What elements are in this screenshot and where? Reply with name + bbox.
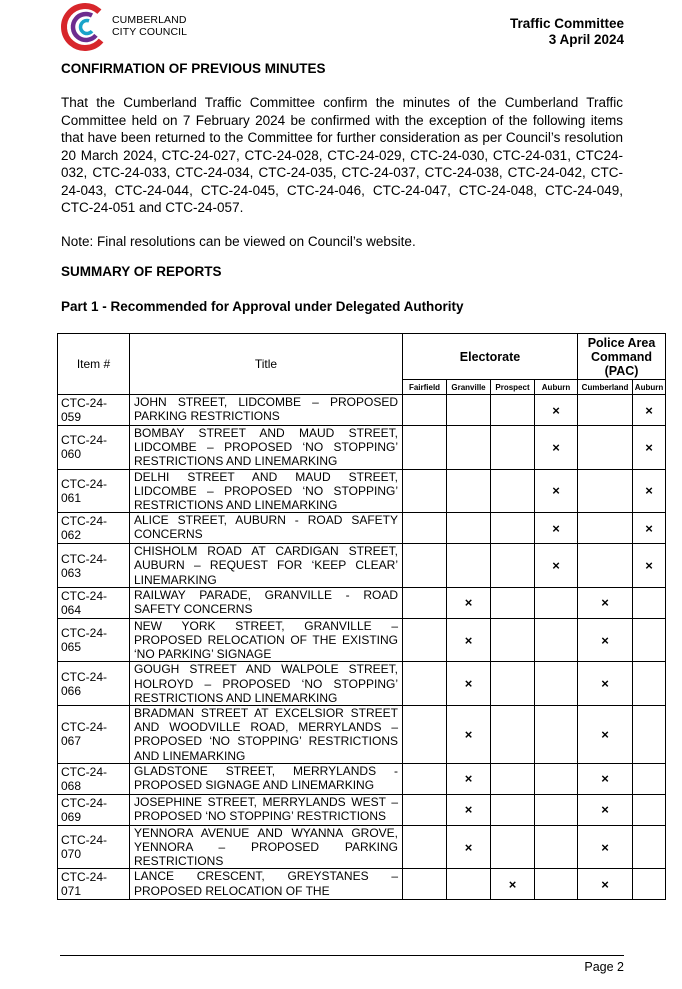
empty-cell bbox=[535, 763, 578, 794]
applicable-mark: × bbox=[447, 706, 491, 764]
empty-cell bbox=[491, 706, 535, 764]
item-title: GLADSTONE STREET, MERRYLANDS - PROPOSED SIGNAGE AND LINEMARKING bbox=[130, 763, 403, 794]
col-cumberland-pac: Cumberland bbox=[578, 380, 633, 395]
col-item-header: Item # bbox=[58, 334, 130, 395]
item-number: CTC-24-069 bbox=[58, 794, 130, 825]
item-number: CTC-24-064 bbox=[58, 587, 130, 618]
applicable-mark: × bbox=[535, 544, 578, 588]
reports-table bbox=[57, 333, 666, 900]
applicable-mark: × bbox=[633, 395, 666, 426]
summary-heading: SUMMARY OF REPORTS bbox=[61, 264, 222, 279]
item-title: ALICE STREET, AUBURN - ROAD SAFETY CONCERNS bbox=[130, 513, 403, 544]
table-row bbox=[58, 869, 666, 900]
applicable-mark: × bbox=[578, 794, 633, 825]
applicable-mark: × bbox=[447, 662, 491, 706]
item-title: RAILWAY PARADE, GRANVILLE - ROAD SAFETY CONCERNS bbox=[130, 587, 403, 618]
empty-cell bbox=[578, 544, 633, 588]
item-title: NEW YORK STREET, GRANVILLE – PROPOSED RELOCATION OF THE EXISTING ‘NO PARKING’ SIGNAGE bbox=[130, 618, 403, 662]
empty-cell bbox=[403, 763, 447, 794]
applicable-mark: × bbox=[578, 587, 633, 618]
confirmation-paragraph: That the Cumberland Traffic Committee confirm the minutes of the Cumberland Traffic Committee held on 7 February 2024 be confirmed with the exception of the following items that have been returned to the Committee for further consideration as per Council’s resolution 20 March 2024, CTC-24-027, CTC-24-028, CTC-24-029, CTC-24-030, CTC-24-031, CTC24-032, CTC-24-033, CTC-24-034, CTC-24-035, CTC-24-037, CTC-24-038, CTC-24-042, CTC-24-043, CTC-24-044, CTC-24-045, CTC-24-046, CTC-24-047, CTC-24-048, CTC-24-049, CTC-24-051 and CTC-24-057. bbox=[61, 95, 623, 215]
empty-cell bbox=[491, 426, 535, 470]
applicable-mark: × bbox=[535, 395, 578, 426]
empty-cell bbox=[633, 587, 666, 618]
item-number: CTC-24-071 bbox=[58, 869, 130, 900]
table-row bbox=[58, 426, 666, 470]
applicable-mark: × bbox=[578, 706, 633, 764]
item-number: CTC-24-070 bbox=[58, 825, 130, 869]
table-row bbox=[58, 763, 666, 794]
footer-divider bbox=[60, 955, 624, 956]
council-logo-icon bbox=[60, 2, 110, 52]
applicable-mark: × bbox=[578, 825, 633, 869]
item-number: CTC-24-063 bbox=[58, 544, 130, 588]
item-title: YENNORA AVENUE AND WYANNA GROVE, YENNORA – PROPOSED PARKING RESTRICTIONS bbox=[130, 825, 403, 869]
empty-cell bbox=[491, 395, 535, 426]
table-row bbox=[58, 706, 666, 764]
logo-text bbox=[112, 14, 187, 38]
empty-cell bbox=[491, 662, 535, 706]
empty-cell bbox=[447, 544, 491, 588]
item-title: GOUGH STREET AND WALPOLE STREET, HOLROYD – PROPOSED ‘NO STOPPING’ RESTRICTIONS AND LINEMARKING bbox=[130, 662, 403, 706]
empty-cell bbox=[633, 618, 666, 662]
item-title: LANCE CRESCENT, GREYSTANES – PROPOSED RELOCATION OF THE bbox=[130, 869, 403, 900]
empty-cell bbox=[633, 869, 666, 900]
applicable-mark: × bbox=[633, 469, 666, 513]
empty-cell bbox=[578, 513, 633, 544]
page-number: Page 2 bbox=[584, 960, 624, 974]
item-number: CTC-24-059 bbox=[58, 395, 130, 426]
applicable-mark: × bbox=[535, 513, 578, 544]
empty-cell bbox=[491, 587, 535, 618]
empty-cell bbox=[535, 794, 578, 825]
council-logo bbox=[60, 2, 220, 52]
table-row bbox=[58, 469, 666, 513]
part1-heading: Part 1 - Recommended for Approval under Delegated Authority bbox=[61, 299, 464, 314]
empty-cell bbox=[403, 587, 447, 618]
empty-cell bbox=[535, 662, 578, 706]
item-title: JOHN STREET, LIDCOMBE – PROPOSED PARKING RESTRICTIONS bbox=[130, 395, 403, 426]
applicable-mark: × bbox=[578, 869, 633, 900]
applicable-mark: × bbox=[578, 763, 633, 794]
table-body bbox=[58, 395, 666, 900]
empty-cell bbox=[447, 869, 491, 900]
table-row bbox=[58, 662, 666, 706]
empty-cell bbox=[403, 662, 447, 706]
committee-name: Traffic Committee bbox=[509, 16, 624, 31]
item-number: CTC-24-068 bbox=[58, 763, 130, 794]
item-number: CTC-24-067 bbox=[58, 706, 130, 764]
applicable-mark: × bbox=[491, 869, 535, 900]
table-row bbox=[58, 395, 666, 426]
col-title-header: Title bbox=[130, 334, 403, 395]
empty-cell bbox=[403, 513, 447, 544]
table-row bbox=[58, 825, 666, 869]
empty-cell bbox=[491, 825, 535, 869]
applicable-mark: × bbox=[447, 587, 491, 618]
item-title: CHISHOLM ROAD AT CARDIGAN STREET, AUBURN – REQUEST FOR ‘KEEP CLEAR’ LINEMARKING bbox=[130, 544, 403, 588]
header-meta bbox=[510, 16, 624, 48]
empty-cell bbox=[447, 426, 491, 470]
applicable-mark: × bbox=[633, 426, 666, 470]
table-header-row bbox=[58, 334, 666, 380]
item-number: CTC-24-062 bbox=[58, 513, 130, 544]
empty-cell bbox=[491, 513, 535, 544]
col-auburn-electorate: Auburn bbox=[535, 380, 578, 395]
item-title: JOSEPHINE STREET, MERRYLANDS WEST – PROPOSED ‘NO STOPPING’ RESTRICTIONS bbox=[130, 794, 403, 825]
table-row bbox=[58, 587, 666, 618]
applicable-mark: × bbox=[578, 618, 633, 662]
col-fairfield: Fairfield bbox=[403, 380, 447, 395]
empty-cell bbox=[535, 869, 578, 900]
empty-cell bbox=[633, 706, 666, 764]
table-row bbox=[58, 513, 666, 544]
empty-cell bbox=[403, 794, 447, 825]
empty-cell bbox=[633, 794, 666, 825]
note-paragraph: Note: Final resolutions can be viewed on Council’s website. bbox=[61, 233, 416, 249]
empty-cell bbox=[633, 825, 666, 869]
empty-cell bbox=[535, 706, 578, 764]
empty-cell bbox=[403, 706, 447, 764]
table-row bbox=[58, 794, 666, 825]
applicable-mark: × bbox=[535, 469, 578, 513]
col-prospect: Prospect bbox=[491, 380, 535, 395]
empty-cell bbox=[578, 395, 633, 426]
table-row bbox=[58, 618, 666, 662]
empty-cell bbox=[403, 618, 447, 662]
logo-line2: CITY COUNCIL bbox=[112, 26, 188, 38]
item-title: DELHI STREET AND MAUD STREET, LIDCOMBE – PROPOSED ‘NO STOPPING’ RESTRICTIONS AND LINEMARKING bbox=[130, 469, 403, 513]
empty-cell bbox=[633, 763, 666, 794]
empty-cell bbox=[578, 426, 633, 470]
empty-cell bbox=[447, 513, 491, 544]
empty-cell bbox=[403, 426, 447, 470]
empty-cell bbox=[403, 395, 447, 426]
empty-cell bbox=[491, 794, 535, 825]
item-number: CTC-24-061 bbox=[58, 469, 130, 513]
col-granville: Granville bbox=[447, 380, 491, 395]
empty-cell bbox=[578, 469, 633, 513]
document-body bbox=[61, 60, 623, 316]
item-title: BOMBAY STREET AND MAUD STREET, LIDCOMBE – PROPOSED ‘NO STOPPING’ RESTRICTIONS AND LINEMARKING bbox=[130, 426, 403, 470]
empty-cell bbox=[403, 469, 447, 513]
empty-cell bbox=[633, 662, 666, 706]
applicable-mark: × bbox=[447, 794, 491, 825]
item-number: CTC-24-066 bbox=[58, 662, 130, 706]
empty-cell bbox=[403, 869, 447, 900]
empty-cell bbox=[447, 395, 491, 426]
applicable-mark: × bbox=[633, 513, 666, 544]
empty-cell bbox=[403, 825, 447, 869]
empty-cell bbox=[535, 587, 578, 618]
item-number: CTC-24-060 bbox=[58, 426, 130, 470]
confirmation-heading: CONFIRMATION OF PREVIOUS MINUTES bbox=[61, 61, 326, 76]
empty-cell bbox=[447, 469, 491, 513]
applicable-mark: × bbox=[447, 825, 491, 869]
empty-cell bbox=[535, 618, 578, 662]
applicable-mark: × bbox=[447, 763, 491, 794]
empty-cell bbox=[491, 469, 535, 513]
applicable-mark: × bbox=[578, 662, 633, 706]
applicable-mark: × bbox=[535, 426, 578, 470]
col-auburn-pac: Auburn bbox=[633, 380, 666, 395]
empty-cell bbox=[491, 618, 535, 662]
electorate-header: Electorate bbox=[403, 334, 578, 380]
table-row bbox=[58, 544, 666, 588]
empty-cell bbox=[491, 763, 535, 794]
empty-cell bbox=[535, 825, 578, 869]
applicable-mark: × bbox=[447, 618, 491, 662]
empty-cell bbox=[403, 544, 447, 588]
logo-line1: CUMBERLAND bbox=[112, 14, 187, 26]
item-number: CTC-24-065 bbox=[58, 618, 130, 662]
empty-cell bbox=[491, 544, 535, 588]
pac-header: Police Area Command (PAC) bbox=[578, 334, 666, 380]
applicable-mark: × bbox=[633, 544, 666, 588]
meeting-date: 3 April 2024 bbox=[548, 32, 624, 47]
item-title: BRADMAN STREET AT EXCELSIOR STREET AND WOODVILLE ROAD, MERRYLANDS – PROPOSED ‘NO STOPPING’ RESTRICTIONS AND LINEMARKING bbox=[130, 706, 403, 764]
